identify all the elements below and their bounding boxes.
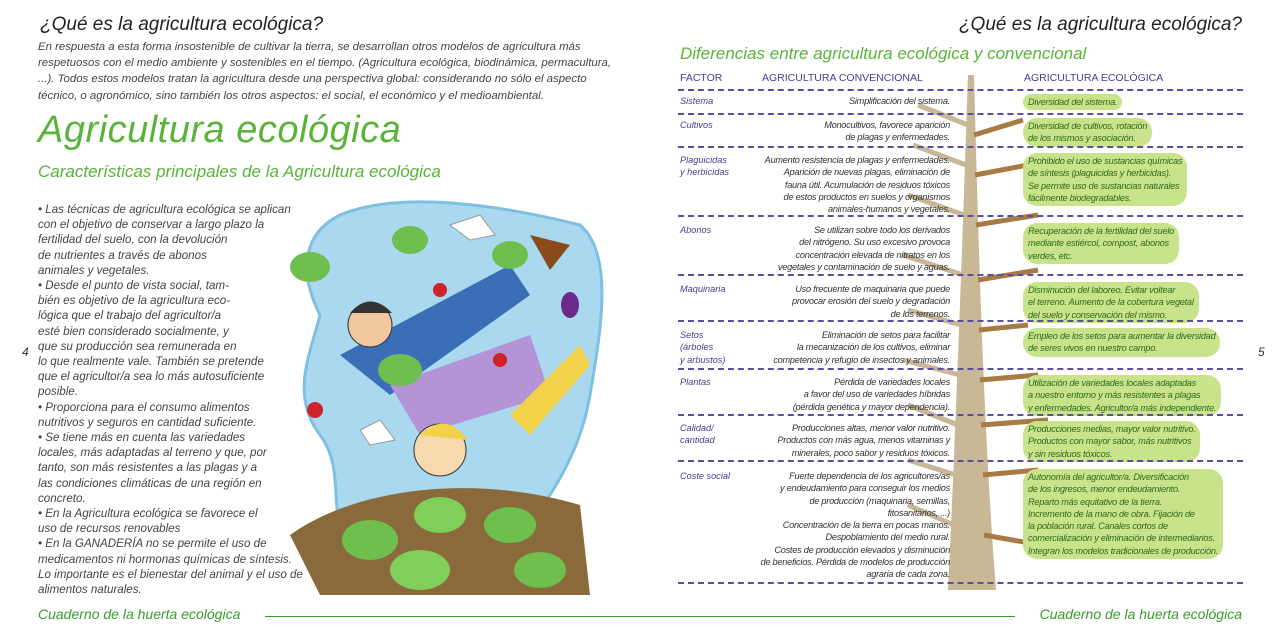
row-divider — [678, 368, 1243, 370]
left-page-header: ¿Qué es la agricultura ecológica? — [40, 14, 324, 35]
left-intro-block — [38, 39, 623, 182]
bullet-item: • Proporciona para el consumo alimentos nutritivos y seguros en cantidad suficiente. — [38, 400, 257, 429]
row-ecological: Recuperación de la fertilidad del suelo mediante estiércol, compost, abonos verdes, etc. — [1023, 223, 1179, 264]
row-conventional: Producciones altas, menor valor nutritivo. Productos con más agua, menos vitaminas y minerales, poco sabor y residuos tóxicos. — [777, 423, 950, 458]
row-divider — [678, 582, 1243, 584]
row-factor: Plantas — [680, 377, 711, 387]
row-factor: Sistema — [680, 96, 714, 106]
row-ecological: Prohibido el uso de sustancias químicas de síntesis (plaguicidas y herbicidas). Se permite uso de sustancias naturales fácilmente biodegradables. — [1023, 153, 1187, 206]
row-ecological: Utilización de variedades locales adaptadas a nuestro entorno y más resistentes a plagas y enfermedades. Agricultor/a más independiente. — [1023, 375, 1221, 416]
row-conventional: Aumento resistencia de plagas y enfermedades. Aparición de nuevas plagas, eliminación de fauna útil. Acumulación de residuos tóxicos de estos productos en suelos y organismos animales-humanos y vegetales. — [764, 155, 950, 215]
row-divider — [678, 320, 1243, 322]
bullet-list — [38, 202, 303, 597]
row-factor: Maquinaria — [680, 284, 726, 294]
column-header-factor: FACTOR — [680, 72, 723, 84]
row-divider — [678, 274, 1243, 276]
row-ecological: Producciones medias, mayor valor nutritivo. Productos con mayor sabor, más nutritivos y sin residuos tóxicos. — [1023, 421, 1200, 462]
row-divider — [678, 414, 1243, 416]
row-factor: Setos (árboles y arbustos) — [680, 330, 726, 365]
right-footer: Cuaderno de la huerta ecológica — [1039, 606, 1242, 622]
row-divider — [678, 460, 1243, 462]
page-title: Agricultura ecológica — [38, 108, 402, 151]
row-factor: Abonos — [680, 225, 712, 235]
footer-divider — [265, 616, 1015, 617]
column-header-ecological: AGRICULTURA ECOLÓGICA — [1024, 72, 1164, 84]
row-ecological: Diversidad de cultivos, rotación de los mismos y asociación. — [1023, 118, 1152, 147]
table-subtitle: Diferencias entre agricultura ecológica y convencional — [680, 44, 1087, 63]
row-divider — [678, 89, 1243, 91]
row-conventional: Uso frecuente de maquinaria que puede provocar erosión del suelo y degradación de los terrenos. — [791, 284, 950, 319]
row-conventional: Fuerte dependencia de los agricultores/as y endeudamiento para conseguir los medios de producción (maquinaria, semillas, fitosanitarios, ...) Concentración de la tierra en pocas manos. Despoblamiento del medio rural. Costes de producción elevados y disminución de beneficios. Pérdida de modelos de producción agraria de cada zona. — [760, 471, 950, 580]
section-subtitle: Características principales de la Agricultura ecológica — [38, 161, 441, 181]
row-divider — [678, 146, 1243, 148]
row-ecological: Autonomía del agricultor/a. Diversificación de los ingresos, menor endeudamiento. Reparto más equitativo de la tierra. Incremento de la mano de obra. Fijación de la población rural. Canales cortos de comercialización y eliminación de intermediarios. Integran los modelos tradicionales de producción. — [1023, 469, 1223, 559]
row-ecological: Diversidad del sistema. — [1023, 94, 1122, 110]
row-divider — [678, 215, 1243, 217]
row-conventional: Monocultivos, favorece aparición de plagas y enfermedades. — [824, 120, 950, 143]
row-conventional: Eliminación de setos para facilitar la mecanización de los cultivos, eliminar competencia y refugio de insectos y animales. — [773, 330, 950, 365]
row-conventional: Pérdida de variedades locales a favor del uso de variedades híbridas (pérdida genética y mayor dependencia). — [792, 377, 950, 412]
row-factor: Plaguicidas y herbicidas — [680, 155, 730, 178]
row-factor: Cultivos — [680, 120, 713, 130]
column-header-conventional: AGRICULTURA CONVENCIONAL — [762, 72, 923, 84]
right-page-header: ¿Qué es la agricultura ecológica? — [958, 14, 1242, 35]
bullet-item: • Las técnicas de agricultura ecológica se aplican con el objetivo de conservar a largo plazo la fertilidad del suelo, con la devolución de nutrientes a través de abonos animales y vegetales. — [38, 203, 291, 277]
row-ecological: Disminución del laboreo. Evitar voltear el terreno. Aumento de la cobertura vegetal del suelo y conservación del mismo. — [1023, 282, 1199, 323]
row-ecological: Empleo de los setos para aumentar la diversidad de seres vivos en nuestro campo. — [1023, 328, 1220, 357]
row-factor: Coste social — [680, 471, 731, 481]
farmer-illustration — [280, 195, 610, 600]
bullet-item: • En la GANADERÍA no se permite el uso de medicamentos ni hormonas químicas de síntesis. Lo importante es el bienestar del animal y el uso de alimentos naturales. — [38, 537, 303, 597]
row-conventional: Se utilizan sobre todo los derivados del nitrógeno. Su uso excesivo provoca concentración elevada de nitratos en los vegetales y contaminación de suelo y aguas. — [777, 225, 950, 272]
row-factor: Calidad/ cantidad — [680, 423, 715, 446]
row-conventional: Simplificación del sistema. — [849, 96, 950, 106]
left-footer: Cuaderno de la huerta ecológica — [38, 606, 241, 622]
page-number-left: 4 — [22, 345, 29, 359]
bullet-item: • Desde el punto de vista social, tam- bién es objetivo de la agricultura eco- lógica que el trabajo del agricultor/a esté bien considerado socialmente, y que su producción sea remunerada en lo que realmente vale. También se pretende que el agricultor/a sea lo más autosuficiente posible. — [38, 279, 265, 399]
bullet-item: • En la Agricultura ecológica se favorece el uso de recursos renovables — [38, 507, 258, 536]
page-number-right: 5 — [1258, 345, 1265, 359]
row-divider — [678, 113, 1243, 115]
bullet-item: • Se tiene más en cuenta las variedades locales, más adaptadas al terreno y que, por tanto, son más resistentes a las plagas y a las condiciones climáticas de una región en concreto. — [38, 431, 267, 505]
intro-paragraph: En respuesta a esta forma insostenible de cultivar la tierra, se desarrollan otros modelos de agricultura más respetuosos con el medio ambiente y sostenibles en el tiempo. (Agricultura ecológica, biodinámica, permacultura, ...). Todos estos modelos tratan la agricultura desde una perspectiva global: considerando no sólo el aspecto técnico, o agronómico, sino también los otros aspectos: el social, el económico y el medioambiental. — [38, 41, 611, 102]
